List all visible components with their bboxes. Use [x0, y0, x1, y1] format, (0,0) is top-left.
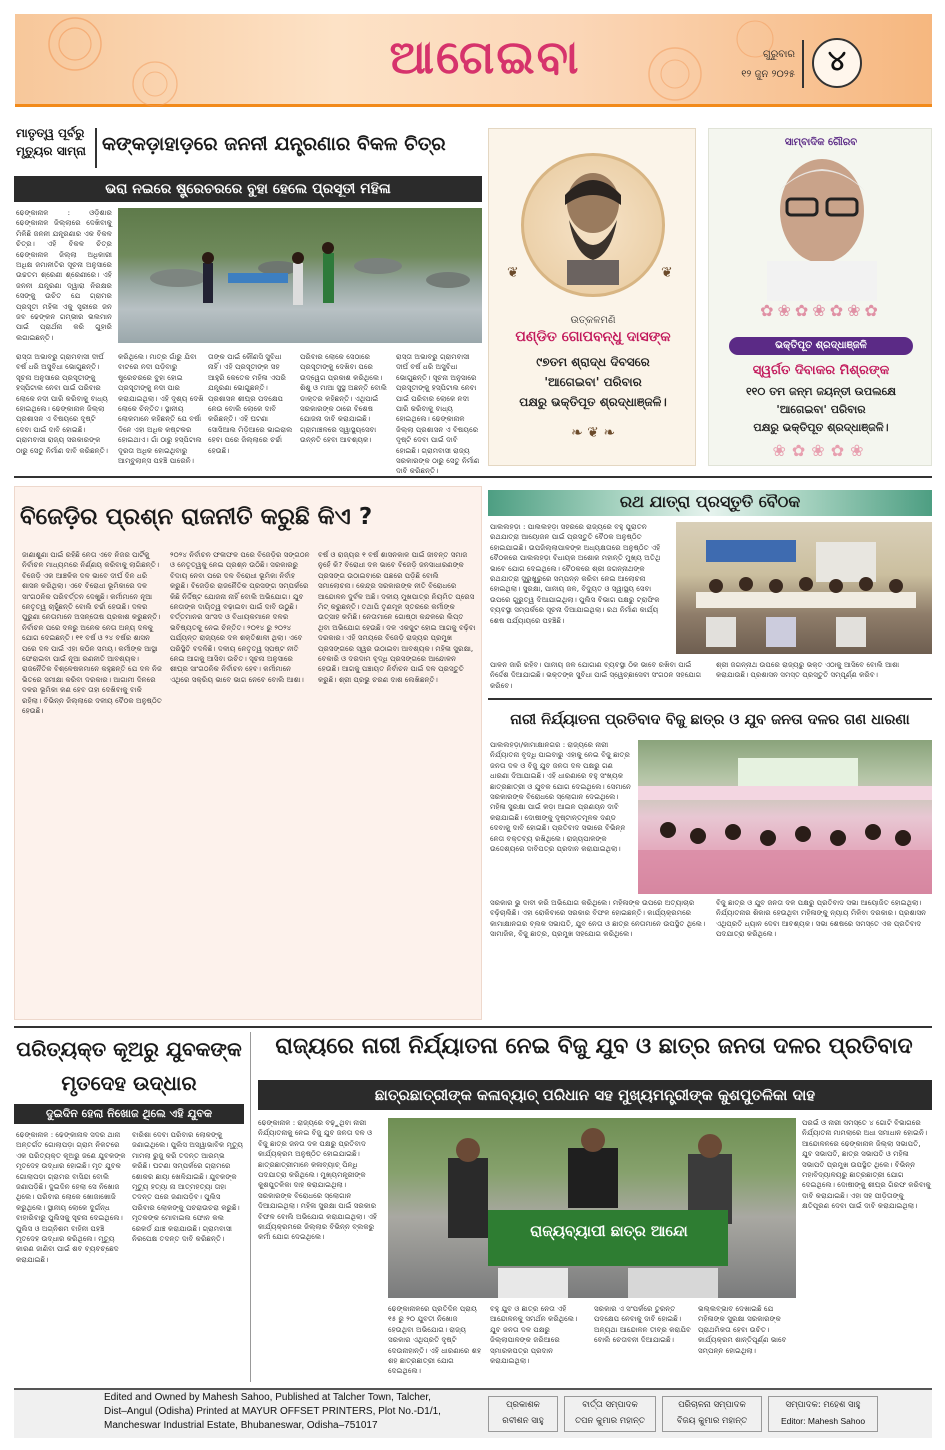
footer-news-editor-role: ବାର୍ତ୍ତା ସମ୍ପାଦକ [582, 1400, 638, 1410]
footer-editor-english: Editor: Mahesh Sahoo [780, 1416, 866, 1426]
story1-body-col5: ରାସ୍ତା ଅଭାବରୁ ଗ୍ରାମବାସୀ ଦୀର୍ଘ ବର୍ଷ ଧରି ଅସୁବିଧା ଭୋଗୁଛନ୍ତି। ସୂଚନା ଅନୁସାରେ ପ୍ରସୂତୀଙ୍କୁ ହସ୍ପିଟାଲ ନେବା ପାଇଁ ପରିବାର ଲୋକେ ନଦୀ ପାରି କରିବାକୁ ବାଧ୍ୟ ହୋଇଥିଲେ। ଢେଙ୍କାନାଳ ଜିଲ୍ଲା ପ୍ରଶାସନ ଏ ବିଷୟରେ ଦୃଷ୍ଟି ଦେବା ପାଇଁ ଦାବି ହୋଇଛି। ଗ୍ରାମବାସୀ ରାଜ୍ୟ ସରକାରଙ୍କ ଠାରୁ ସେତୁ ନିର୍ମାଣ ଦାବି କରିଛନ୍ତି। [396, 352, 480, 476]
rajya-col-b2: ବହୁ ଯୁବ ଓ ଛାତ୍ର ନେତା ଏହି ଆନ୍ଦୋଳନକୁ ସମର୍ଥନ କରିଥିଲେ। ଯୁବ ଜନତା ଦଳ ପକ୍ଷରୁ ଜିଲ୍ଲାପାଳଙ୍କ ଜରିଆରେ ସ୍ମାରକପତ୍ର ପ୍ରଦାନ କରାଯାଇଥିଲା। [490, 1304, 578, 1366]
ad1-label: ଉତ୍କଳମଣି [570, 315, 616, 326]
story1-kicker: ମାତୃତ୍ୱ ପୂର୍ବରୁ ମୃତ୍ୟୁର ସାମ୍ନା [16, 126, 86, 158]
rath-headline: ରଥ ଯାତ୍ରା ପ୍ରସ୍ତୁତି ବୈଠକ [619, 492, 801, 511]
story1-body-col3: ତାଙ୍କ ପାଇଁ କୌଣସି ସୁବିଧା ନାହିଁ। ଏହି ପ୍ରସୂତୀଙ୍କ ସହ ଆହୁରି କେତେକ ମହିଳା ଏପରି ଯନ୍ତ୍ରଣା ଭୋଗୁଛନ୍ତି। ପ୍ରଶାସନ ଶୀଘ୍ର ପଦକ୍ଷେପ ନେଉ ବୋଲି ଲୋକେ ଦାବି କରିଛନ୍ତି। ଏହି ଘଟଣା ସୋସିଆଲ ମିଡ଼ିଆରେ ଭାଇରାଲ ହେବା ପରେ ଜିଲ୍ଲାରେ ଚର୍ଚ୍ଚା ହେଉଛି। [208, 352, 293, 455]
masthead [15, 14, 932, 107]
footer-managing-role: ପରିଚାଳନା ସମ୍ପାଦକ [678, 1400, 746, 1410]
ad2-line1: ୧୧୦ ତମ ଜନ୍ମ ଜୟନ୍ତୀ ଉପଲକ୍ଷେ [745, 385, 897, 398]
bjd-col3: ବର୍ଷ ଓ ରାଜ୍ୟର ୧ ବର୍ଷ ଶାସନକାଳ ପାଇଁ ଜୀବନ୍ତ ସମାଜ ନୁହେଁ କି? ବିରୋଧୀ ଦଳ ଭାବେ ବିଜେଡ଼ି ଜନସାଧାରଣଙ୍କ ପ୍ରସଙ୍ଗ ଉଠାଇବାରେ ପଛରେ ପଡ଼ିଛି ବୋଲି ସମାଲୋଚନା। କେନ୍ଦ୍ର ସରକାରଙ୍କ ନୀତି ବିରୋଧରେ ଆନ୍ଦୋଳନ ଦୁର୍ବଳ ଅଛି। ଦଳୀୟ ମୁଖପାତ୍ର ନିୟମିତ ପ୍ରେସ ମିଟ୍ କରୁଛନ୍ତି। ତଥାପି ତୃଣମୂଳ ସ୍ତରରେ କର୍ମୀଙ୍କ ଉତ୍ସାହ କମିଛି। ନେତାମାନେ ଗୋଷ୍ଠୀ କନ୍ଦଳରେ ଲିପ୍ତ ଥିବା ଅଭିଯୋଗ ହେଉଛି। ଦଳ ଏକଜୁଟ ହୋଇ ଆଗକୁ ବଢ଼ିବା ଦରକାର। ଏହି ସମୟରେ ବିଜେଡ଼ି ରାଜ୍ୟର ପ୍ରମୁଖ ପ୍ରସଙ୍ଗରେ ସ୍ୱର ଉଠାଇବା ଆବଶ୍ୟକ। ମହିଳା ସୁରକ୍ଷା, ବେକାରି ଓ ଦରଦାମ ବୃଦ୍ଧି ପ୍ରସଙ୍ଗରେ ଆନ୍ଦୋଳନ ହେଉଛି। ଆଗକୁ ପଞ୍ଚାୟତ ନିର୍ବାଚନ ପାଇଁ ଦଳ ପ୍ରସ୍ତୁତି କରୁଛି। ଶ୍ରୀ ପ୍ରଭୁ ଚରଣ ଦାଶ ଲେଖିଛନ୍ତି। [318, 550, 476, 684]
bjd-col2: ୨୦୨୪ ନିର୍ବାଚନ ଫଳାଫଳ ପରେ ବିଜେଡ଼ିର ସଙ୍ଗଠନ ଓ ନେତୃତ୍ୱକୁ ନେଇ ପ୍ରଶ୍ନ ଉଠିଛି। ସରକାରରୁ ବିଦାୟ ନେବା ପରେ ଦଳ ବିରୋଧୀ ଭୂମିକା ନିର୍ବାହ କରୁଛି। ବିଜେଡ଼ିର ରାଜନୈତିକ ପ୍ରସଙ୍ଗ ସମ୍ପର୍କରେ କିଛି ନିର୍ଦ୍ଦିଷ୍ଟ ଯୋଜନା ନାହିଁ ବୋଲି ଅଭିଯୋଗ। ଯୁବ ନେତାଙ୍କ ଦାୟିତ୍ୱ ବଢ଼ାଇବା ପାଇଁ ଦାବି ଉଠୁଛି। ବର୍ତ୍ତମାନର ସାଂସଦ ଓ ବିଧାୟକମାନେ ଦଳର ଭବିଷ୍ୟତକୁ ନେଇ ଚିନ୍ତିତ। ୨୦୧୪ ରୁ ୨୦୨୪ ପର୍ଯ୍ୟନ୍ତ ରାଜ୍ୟରେ ଦଳ ଶକ୍ତିଶାଳୀ ଥିଲା। ଏବେ ପରିସ୍ଥିତି ବଦଳିଛି। ଦଳୀୟ ନେତୃତ୍ୱ ସ୍ପଷ୍ଟ ନୀତି ନେଇ ଆଗକୁ ଆସିବା ଉଚିତ। ସୂଚନା ଅନୁସାରେ ଶୀଘ୍ର ସାଂଗଠନିକ ନିର୍ବାଚନ ହେବ। କର୍ମୀମାନେ ଏଥିରେ ସକ୍ରିୟ ଭାବେ ଭାଗ ନେବେ ବୋଲି ଆଶା। [170, 550, 310, 684]
ad2-bottom-flowers: ❀✿❀✿❀ [772, 441, 870, 460]
ad-gopabandhu [488, 128, 696, 466]
footer-imprint-2: Dist–Angul (Odisha) Printed at MAYUR OFFSET PRINTERS, Plot No.-D1/1, [104, 1406, 441, 1417]
footer-imprint-3: Mancheswar Industrial Estate, Bhubaneswar, Odisha–751017 [104, 1420, 378, 1431]
dharna-scene-graphic [638, 740, 932, 894]
rajya-headline: ରାଜ୍ୟରେ ନାରୀ ନିର୍ଯ୍ୟାତନା ନେଇ ବିଜୁ ଯୁବ ଓ ଛାତ୍ର ଜନତା ଦଳର ପ୍ରତିବାଦ [275, 1034, 913, 1059]
meeting-scene-graphic [676, 522, 932, 654]
kua-headline: ପରିତ୍ୟକ୍ତ କୂଅରୁ ଯୁବକଙ୍କ ମୃତଦେହ ଉଦ୍ଧାର [16, 1037, 242, 1095]
column-divider-bottom [250, 1032, 251, 1382]
rajya-body-side: ଢେଙ୍କାନାଳ : ରାଜ୍ୟରେ ବଢ଼ୁଥିବା ନାରୀ ନିର୍ଯ୍ୟାତନାକୁ ନେଇ ବିଜୁ ଯୁବ ଜନତା ଦଳ ଓ ବିଜୁ ଛାତ୍ର ଜନତା ଦଳ ପକ୍ଷରୁ ପ୍ରତିବାଦ କାର୍ଯ୍ୟକ୍ରମ ଅନୁଷ୍ଠିତ ହୋଇଯାଇଛି। ଛାତ୍ରଛାତ୍ରୀମାନେ କଳାବ୍ୟାଚ୍ ପିନ୍ଧି ପଦଯାତ୍ରା କରିଥିଲେ। ମୁଖ୍ୟମନ୍ତ୍ରୀଙ୍କ କୁଶପୁତଳିକା ଦାହ କରାଯାଇଥିଲା। ସରକାରଙ୍କ ବିରୋଧରେ ସ୍ଲୋଗାନ ଦିଆଯାଇଥିଲା। ମହିଳା ସୁରକ୍ଷା ପାଇଁ ସରକାର ବିଫଳ ବୋଲି ଅଭିଯୋଗ କରାଯାଇଥିଲା। ଏହି କାର୍ଯ୍ୟକ୍ରମରେ ଜିଲ୍ଲାର ବିଭିନ୍ନ ବ୍ଲକରୁ କର୍ମୀ ଯୋଗ ଦେଇଥିଲେ। [258, 1118, 378, 1242]
masthead-day: ଗୁରୁବାର [763, 49, 795, 60]
ad2-line2: 'ଆଗେଇବା' ପରିବାର [776, 403, 866, 416]
nari-col1: ସରକାର ଭୁ ଦାବୀ କରି ଅଭିଯୋଗ କରିଥିଲେ। ମହିଳାଙ୍କ ଉପରେ ଅତ୍ୟାଚାର ବଢ଼ିଚାଲିଛି। ଏହା ରୋକିବାରେ ସରକାର ବିଫଳ ହୋଇଛନ୍ତି। କାର୍ଯ୍ୟକ୍ରମରେ କାମାକ୍ଷାନଗର ବ୍ଲକ ସଭାପତି, ଯୁବ ନେତା ଓ ଛାତ୍ର ନେତାମାନେ ଉପସ୍ଥିତ ଥିଲେ। ସାମାଜିକ, ବିଜୁ ଛାତ୍ର, ପ୍ରମୁଖ ସହଯୋଗ କରିଥିଲେ। [490, 898, 706, 939]
story1-subhead: ଭରା ନଇରେ ଷ୍ଟ୍ରେଚରରେ ବୁହା ହେଲେ ପ୍ରସୂତୀ ମହିଳା [14, 176, 482, 202]
rath-body: ପାଲଲହଡ଼ା : ପାଲଲହଡ଼ା ସହରରେ ରାଜ୍ୟରେ ବହୁ ପୁରାତନ ରଥଯାତ୍ରା ଆୟୋଜନ ପାଇଁ ପ୍ରସ୍ତୁତି ବୈଠକ ଅନୁଷ୍ଠିତ ହୋଇଯାଇଛି। ଉପଜିଲ୍ଲାପାଳଙ୍କ ଅଧ୍ୟକ୍ଷତାରେ ଅନୁଷ୍ଠିତ ଏହି ବୈଠକରେ ପାଲଲହଡ଼ା ବିଧାୟକ ଅଶୋକ ମହାନ୍ତି ମୁଖ୍ୟ ଅତିଥି ଭାବେ ଯୋଗ ଦେଇଥିଲେ। ବୈଠକରେ ଶ୍ରୀ ଜଗନ୍ନାଥଙ୍କ ରଥଯାତ୍ରା ସୁରୁଖୁରୁରେ ସମ୍ପନ୍ନ କରିବା ନେଇ ଆଲୋଚନା ହୋଇଥିଲା। ସୁରକ୍ଷା, ପାନୀୟ ଜଳ, ବିଦ୍ୟୁତ ଓ ସ୍ୱାସ୍ଥ୍ୟ ସେବା ଉପରେ ଗୁରୁତ୍ୱ ଦିଆଯାଇଥିଲା। ପୁଲିସ ବିଭାଗ ପକ୍ଷରୁ ଟ୍ରାଫିକ ବ୍ୟବସ୍ଥା ସମ୍ପର୍କରେ ସୂଚନା ଦିଆଯାଇଥିଲା। ରଥ ନିର୍ମାଣ କାର୍ଯ୍ୟ ଶେଷ ପର୍ଯ୍ୟାୟରେ ପହଞ୍ଚିଛି। [490, 522, 661, 625]
masthead-divider [802, 40, 804, 88]
footer-editor-odia: ସମ୍ପାଦକ: ମହେଶ ସାହୁ [785, 1400, 861, 1410]
ad1-flourish: ❧ ❦ ❧ [570, 425, 616, 441]
ad2-name: ସ୍ୱର୍ଗତ ଦିବାକର ମିଶ୍ରଙ୍କ [752, 363, 890, 378]
rajya-col-b3: ସରକାର ଏ ସଂପର୍କରେ ତୁରନ୍ତ ପଦକ୍ଷେପ ନେବାକୁ ଦାବି ହୋଇଛି। ଅନ୍ୟଥା ଆନ୍ଦୋଳନ ତୀବ୍ର କରାଯିବ ବୋଲି ଚେତାବନୀ ଦିଆଯାଇଛି। [594, 1304, 691, 1345]
rajya-col-b1: ଢେଙ୍କାନାଳରେ ପ୍ରତିଦିନ ପ୍ରାୟ ୧୫ ରୁ ୨୦ ଯୁବତୀ ନିଖୋଜ ହେଉଥିବା ଅଭିଯୋଗ। ରାଜ୍ୟ ସରକାର ଏଥିପ୍ରତି ଦୃଷ୍ଟି ଦେଉନାହାନ୍ତି। ଏହି ଧାରଣାରେ ଶହ ଶହ ଛାତ୍ରଛାତ୍ରୀ ଯୋଗ ଦେଇଥିଲେ। [388, 1304, 482, 1376]
ad1-ornament-left: ❦ [507, 265, 519, 281]
bjd-headline: ବିଜେଡ଼ିର ପ୍ରଶ୍ନ ରାଜନୀତି କରୁଛି କିଏ ? [20, 504, 373, 530]
ad2-top: ସାମ୍ବାଦିକ ଗୌରବ [784, 137, 858, 148]
kua-col1: ଢେଙ୍କାନାଳ : ଢେଙ୍କାନାଳ ସଦର ଥାନା ଅନ୍ତର୍ଗତ ଗୋଲାପଡ଼ା ଗ୍ରାମ ନିକଟରେ ଏକ ପରିତ୍ୟକ୍ତ କୂଅରୁ ଜଣେ ଯୁବକଙ୍କ ମୃତଦେହ ଉଦ୍ଧାର ହୋଇଛି। ମୃତ ଯୁବକ ଗୋଲାପଡ଼ା ଗ୍ରାମର ବାସିନ୍ଦା ବୋଲି ଜଣାପଡ଼ିଛି। ଦୁଇଦିନ ହେଲା ସେ ନିଖୋଜ ଥିଲେ। ପରିବାର ଲୋକେ ଖୋଜାଖୋଜି କରୁଥିଲେ। ସ୍ଥାନୀୟ ଲୋକେ ଦୁର୍ଗନ୍ଧ ବାହାରିବାରୁ ପୁଲିସକୁ ସୂଚନା ଦେଇଥିଲେ। ପୁଲିସ ଓ ଅଗ୍ନିଶମ ବାହିନୀ ପହଞ୍ଚି ମୃତଦେହ ଉଦ୍ଧାର କରିଥିଲେ। ମୃତ୍ୟୁ କାରଣ ଜାଣିବା ପାଇଁ ଶବ ବ୍ୟବଚ୍ଛେଦ କରାଯାଇଛି। [16, 1130, 126, 1264]
story1-body-col1: ରାସ୍ତା ଅଭାବରୁ ଗ୍ରାମବାସୀ ଦୀର୍ଘ ବର୍ଷ ଧରି ଅସୁବିଧା ଭୋଗୁଛନ୍ତି। ସୂଚନା ଅନୁସାରେ ପ୍ରସୂତୀଙ୍କୁ ହସ୍ପିଟାଲ ନେବା ପାଇଁ ପରିବାର ଲୋକେ ନଦୀ ପାରି କରିବାକୁ ବାଧ୍ୟ ହୋଇଥିଲେ। ଢେଙ୍କାନାଳ ଜିଲ୍ଲା ପ୍ରଶାସନ ଏ ବିଷୟରେ ଦୃଷ୍ଟି ଦେବା ପାଇଁ ଦାବି ହୋଇଛି। ଗ୍ରାମବାସୀ ରାଜ୍ୟ ସରକାରଙ୍କ ଠାରୁ ସେତୁ ନିର୍ମାଣ ଦାବି କରିଛନ୍ତି। [16, 352, 108, 455]
rajya-subhead: ଛାତ୍ରଛାତ୍ରୀଙ୍କ କଳାବ୍ୟାଚ୍ ପରିଧାନ ସହ ମୁଖ୍ୟମନ୍ତ୍ରୀଙ୍କ କୁଶପୁତଳିକା ଦାହ [258, 1080, 932, 1110]
rath-body-3: ଶ୍ରୀ ଜଗନ୍ନାଥ ଉପରେ ରାଜ୍ୟରୁ ଭକ୍ତ ଏଠାକୁ ଆସିବେ ବୋଲି ଆଶା କରାଯାଉଛି। ପ୍ରଶାସନ ସମସ୍ତ ପ୍ରସ୍ତୁତି ସମ୍ପୂର୍ଣ୍ଣ କରିବ। [716, 660, 900, 680]
page-number: ୪ [828, 44, 846, 77]
ad-dibakar [708, 128, 932, 466]
river-scene-graphic [118, 208, 482, 343]
ad1-name: ପଣ୍ଡିତ ଗୋପବନ୍ଧୁ ଦାସଙ୍କ [515, 329, 671, 345]
mandala-left-decoration [35, 14, 215, 107]
dibakar-portrait [757, 151, 887, 301]
section-divider-2 [488, 698, 932, 700]
section-divider-1 [14, 476, 932, 478]
ad1-line3: ପକ୍ଷରୁ ଭକ୍ତିପୂତ ଶ୍ରଦ୍ଧାଞ୍ଜଳି। [519, 395, 667, 409]
story1-headline: କଙ୍କଡ଼ାହାଡ଼ରେ ଜନନୀ ଯନ୍ତ୍ରଣାର ବିକଳ ଚିତ୍ର [102, 133, 446, 155]
story1-kicker-divider [95, 128, 97, 168]
ad2-line3: ପକ୍ଷରୁ ଭକ୍ତିପୂତ ଶ୍ରଦ୍ଧାଞ୍ଜଳି। [753, 421, 889, 434]
ad1-line2: 'ଆଗେଇବା' ପରିବାର [544, 375, 642, 389]
ad1-line1: ୯୭ତମ ଶ୍ରାଦ୍ଧ ଦିବସରେ [536, 355, 650, 369]
rath-photo-meeting [676, 522, 932, 654]
story1-body-col2: କରିଥିଲେ। ମାତ୍ର ଗାଁରୁ ଯିବା ବାଟରେ ନଦୀ ପଡ଼ିବାରୁ ଷ୍ଟ୍ରେଚରରେ ବୁହା ହୋଇ ପ୍ରସୂତୀଙ୍କୁ ନଦୀ ପାର କରାଯାଇଥିଲା। ଏହି ଦୃଶ୍ୟ ଦେଖି ଲୋକେ ଚିନ୍ତିତ। ସ୍ଥାନୀୟ ଲୋକମାନେ କହିଛନ୍ତି ଯେ ବର୍ଷା ଦିନେ ଏହା ଅଧିକ କଷ୍ଟକର ହୋଇଥାଏ। ଗାଁ ଠାରୁ ହସ୍ପିଟାଲ ଦୂରତା ଅଧିକ ହୋଇଥିବାରୁ ଆମ୍ବୁଲାନ୍ସ ପହଞ୍ଚି ପାରେନି। [118, 352, 204, 466]
rajya-banner-text: ରାଜ୍ୟବ୍ୟାପୀ ଛାତ୍ର ଆନ୍ଦୋ [530, 1222, 688, 1240]
protest-scene-graphic [388, 1118, 796, 1298]
kua-subhead: ଦୁଇଦିନ ହେଲା ନିଖୋଜ ଥିଲେ ଏହି ଯୁବକ [14, 1104, 244, 1124]
ad2-flowers: ✿❀✿❀✿❀✿ [760, 301, 882, 320]
rajya-col-right: ପରଇଁ ଓ ନାରୀ ସମସ୍ତେ ୪ ଗୋଟି ବିଭାଗରେ ନିର୍ଯ୍ୟାତନା ମାମଲାରେ ଅଧା ସମାଧାନ ହୋଇନି। ଆନ୍ଦୋଳନରେ ଢେଙ୍କାନାଳ ଜିଲ୍ଲା ସଭାପତି, ଯୁବ ସଭାପତି, ଛାତ୍ର ସଭାପତି ଓ ମହିଳା ସଭାପତି ପ୍ରମୁଖ ଉପସ୍ଥିତ ଥିଲେ। ବିଭିନ୍ନ ମହାବିଦ୍ୟାଳୟରୁ ଛାତ୍ରଛାତ୍ରୀ ଯୋଗ ଦେଇଥିଲେ। ଦୋଷୀଙ୍କୁ ଶୀଘ୍ର ଗିରଫ କରିବାକୁ ଦାବି କରାଯାଇଛି। ଏହା ସହ ପୀଡ଼ିତାଙ୍କୁ କ୍ଷତିପୂରଣ ଦେବା ପାଇଁ ଦାବି କରାଯାଇଥିଲା। [802, 1118, 931, 1211]
rajya-col-b4: ଭଲ୍ଲବ୍ଭାବ ଦେଖାଇଛି ଯେ ମହିଳାଙ୍କ ସୁରକ୍ଷା ସରକାରଙ୍କ ପ୍ରାଥମିକତା ହେବା ଉଚିତ। କାର୍ଯ୍ୟକ୍ରମ ଶାନ୍ତିପୂର୍ଣ୍ଣ ଭାବେ ସମ୍ପନ୍ନ ହୋଇଥିଲା। [698, 1304, 787, 1355]
footer-publisher-name: ରବୀଶନ ସାହୁ [502, 1416, 544, 1426]
gopabandhu-portrait [551, 165, 635, 285]
bjd-col1: ଜାଣାଶୁଣା ପାଇଁ ରହିଛି ନେତା ଏବେ ନିଜର ପାର୍ଟିକୁ ନିର୍ବାଚନ ମାଧ୍ୟମରେ ନିର୍ଣ୍ଣୟ କରିବାକୁ ଲାଗିଛନ୍ତି। ବିଜେଡ଼ି ଏକ ଆଞ୍ଚଳିକ ଦଳ ଭାବେ ଦୀର୍ଘ ଦିନ ଧରି ଶାସନ କରିଥିଲା। ଏବେ ବିରୋଧୀ ଭୂମିକାରେ ଦଳ ସାଂଗଠନିକ ପରିବର୍ତ୍ତନ ଦେଖୁଛି। କର୍ମୀମାନେ ନୂଆ ନେତୃତ୍ୱ ଚାହୁଁଛନ୍ତି ବୋଲି ଚର୍ଚ୍ଚା ହେଉଛି। ଦଳର ପୁରୁଣା ନେତାମାନେ ଅସନ୍ତୋଷ ପ୍ରକାଶ କରୁଛନ୍ତି। ନିର୍ବାଚନ ପରେ ଦଳରୁ ଅନେକ ନେତା ଅନ୍ୟ ଦଳକୁ ଯୋଗ ଦେଇଛନ୍ତି। ୧୧ ବର୍ଷ ଓ ୨୪ ବର୍ଷର ଶାସନ ପରେ ଦଳ ପାଇଁ ଏହା କଠିନ ସମୟ। କର୍ମୀଙ୍କ ଆସ୍ଥା ଫେରାଇବା ପାଇଁ ନୂଆ ରଣନୀତି ଆବଶ୍ୟକ। ରାଜନୈତିକ ବିଶ୍ଳେଷକମାନେ କହୁଛନ୍ତି ଯେ ଦଳ ନିଜ ଭିତରେ ସମୀକ୍ଷା କରିବା ଦରକାର। ଆଗାମୀ ଦିନରେ ଦଳର ଭୂମିକା କଣ ହେବ ତାହା ଦେଖିବାକୁ ବାକି ରହିଲା। ବିଭିନ୍ନ ଜିଲ୍ଲାରେ ଦଳୀୟ ବୈଠକ ଅନୁଷ୍ଠିତ ହେଉଛି। [22, 550, 162, 716]
masthead-date: ୧୨ ଜୁନ ୨୦୨୫ [741, 69, 795, 80]
footer-imprint-1: Edited and Owned by Mahesh Sahoo, Published at Talcher Town, Talcher, [104, 1392, 431, 1403]
nari-photo-dharna [638, 740, 932, 894]
kua-col2: ବାରିଶା ଦେବା ପରିବାର ଲୋକଙ୍କୁ ଜଣାଇଥିଲେ। ପୁଲିସ ଅସ୍ୱାଭାବିକ ମୃତ୍ୟୁ ମାମଲା ରୁଜୁ କରି ତଦନ୍ତ ଆରମ୍ଭ କରିଛି। ଘଟଣା ସମ୍ପର୍କରେ ଗ୍ରାମରେ ଶୋକର ଛାୟା ଖେଳିଯାଇଛି। ଯୁବକଙ୍କ ମୃତ୍ୟୁ ହତ୍ୟା ନା ଆତ୍ମହତ୍ୟା ତାହା ତଦନ୍ତ ପରେ ଜଣାପଡ଼ିବ। ପୁଲିସ ପରିବାର ଲୋକଙ୍କୁ ପଚରାଉଚରା କରୁଛି। ମୃତକଙ୍କ ମୋବାଇଲ ଫୋନ କଲ ରେକର୍ଡ ଯାଞ୍ଚ କରାଯାଉଛି। ଗ୍ରାମବାସୀ ନିରପେକ୍ଷ ତଦନ୍ତ ଦାବି କରିଛନ୍ତି। [132, 1130, 244, 1244]
rath-body-2: ପାଳନ ଜାରି ରହିବ। ପାନୀୟ ଜଳ ଯୋଗାଣ ବ୍ୟବସ୍ଥା ଠିକ ଭାବେ ରଖିବା ପାଇଁ ନିର୍ଦ୍ଦେଶ ଦିଆଯାଇଛି। ଭକ୍ତଙ୍କ ସୁବିଧା ପାଇଁ ସ୍ୱେଚ୍ଛାସେବୀ ସଂଗଠନ ସହଯୋଗ କରିବେ। [490, 660, 702, 690]
footer-news-editor-name: ତପନ କୁମାର ମହାନ୍ତ [575, 1416, 645, 1426]
ad2-banner-text: ଭକ୍ତିପୂତ ଶ୍ରଦ୍ଧାଞ୍ଜଳି [775, 340, 867, 351]
masthead-title: ଆଗେଇବା [389, 30, 581, 84]
nari-col2: ବିଜୁ ଛାତ୍ର ଓ ଯୁବ ଜନତା ଦଳ ପକ୍ଷରୁ ପ୍ରତିବାଦ ସଭା ଆୟୋଜିତ ହୋଇଥିଲା। ନିର୍ଯ୍ୟାତନାର ଶିକାର ହେଉଥିବା ମହିଳାଙ୍କୁ ନ୍ୟାୟ ମିଳିବା ଦରକାର। ପ୍ରଶାସନ ଏଥିପ୍ରତି ଧ୍ୟାନ ଦେବା ଆବଶ୍ୟକ। ସଭା ଶେଷରେ ସମସ୍ତେ ଏକ ପ୍ରତିବାଦ ପଦଯାତ୍ରା କରିଥିଲେ। [716, 898, 927, 939]
rajya-photo-protest [388, 1118, 796, 1298]
footer-managing-name: ବିଜୟ କୁମାର ମହାନ୍ତ [676, 1416, 748, 1426]
mandala-right-decoration [615, 14, 795, 107]
story1-body-side: ଢେଙ୍କାନାଳ : ଓଡ଼ିଶାର ଢେଙ୍କାନାଳ ଜିଲ୍ଲାରେ ଦେଖିବାକୁ ମିଳିଛି ଜନନୀ ଯନ୍ତ୍ରଣାର ଏକ ବିକଳ ଚିତ୍ର। ଏହି ବିକଳ ଚିତ୍ର ଢେଙ୍କାନାଳ ଜିଲ୍ଲା ଅଧିକାରୀ ଅଧିକ୍ଷ ଜମାନୀତିର ସୂଚନା ଅନୁସାରେ ଉଚ୍ଚତମ ଶ୍ରେଣୀ ଶ୍ରେଣୀରେ। ଏହି ଜନନୀ ଯନ୍ତ୍ରଣା ଦ୍ୱାରା ନିରକ୍ଷର ସେଙ୍କୁ ଉଚିତ ଯେ ଗ୍ରାମର ପ୍ରସୂତୀ ମହିଳା ଏକୁ ସ୍ତ୍ରୀରେ ଜନ ଜବ ଢେଙ୍କନ ଗମ୍ଭୀର ଭଲମାନ ପାଇଁ ପ୍ରାର୍ଥନା କରି ଗୁହାରି ଲଗାଇଛନ୍ତି। [16, 208, 112, 342]
footer-publisher-role: ପ୍ରକାଶକ [506, 1400, 540, 1410]
ad1-ornament-right: ❦ [661, 265, 673, 281]
section-divider-3 [14, 1026, 932, 1028]
nari-body-side: ପାଲଲହଡ଼ା/କାମାକ୍ଷାନଗର : ରାଜ୍ୟରେ ନାରୀ ନିର୍ଯ୍ୟାତନା ବୃଦ୍ଧି ପାଇବାରୁ ଏହାକୁ ନେଇ ବିଜୁ ଛାତ୍ର ଜନତା ଦଳ ଓ ବିଜୁ ଯୁବ ଜନତା ଦଳ ପକ୍ଷରୁ ଗଣ ଧାରଣା ଦିଆଯାଇଛି। ଏହି ଧାରଣାରେ ବହୁ ସଂଖ୍ୟକ ଛାତ୍ରଛାତ୍ରୀ ଓ ଯୁବକ ଯୋଗ ଦେଇଥିଲେ। ସେମାନେ ସରକାରଙ୍କ ବିରୋଧରେ ସ୍ଲୋଗାନ ଦେଇଥିଲେ। ମହିଳା ସୁରକ୍ଷା ପାଇଁ କଡ଼ା ଆଇନ ପ୍ରଣୟନ ଦାବି କରାଯାଇଛି। ଦୋଷୀଙ୍କୁ ଦୃଷ୍ଟାନ୍ତମୂଳକ ଦଣ୍ଡ ଦେବାକୁ ଦାବି ହୋଇଛି। ପ୍ରତିବାଦ ସଭାରେ ବିଭିନ୍ନ ନେତା ବକ୍ତବ୍ୟ ରଖିଥିଲେ। ରାଜ୍ୟପାଳଙ୍କ ଉଦ୍ଦେଶ୍ୟରେ ଦାବିପତ୍ର ପ୍ରଦାନ କରାଯାଇଥିଲା। [490, 740, 631, 854]
story1-photo-river [118, 208, 482, 343]
nari-headline: ନାରୀ ନିର୍ଯ୍ୟାତନା ପ୍ରତିବାଦ ବିଜୁ ଛାତ୍ର ଓ ଯୁବ ଜନତା ଦଳର ଗଣ ଧାରଣା [510, 712, 910, 728]
story1-body-col4: ପରିବାର ଲୋକେ ସେଠାରେ ପ୍ରସୂତୀଙ୍କୁ ଦେଖିବା ପରେ ଉଦ୍ୱେଗ ପ୍ରକାଶ କରିଥିଲେ। ଶିଶୁ ଓ ମାଆ ସୁସ୍ଥ ଅଛନ୍ତି ବୋଲି ଡାକ୍ତର କହିଛନ୍ତି। ଏଥିପାଇଁ ସରକାରଙ୍କ ଠାରେ ବିଶେଷ ଯୋଜନା ଦାବି କରାଯାଇଛି। ଗ୍ରାମାଞ୍ଚଳରେ ସ୍ୱାସ୍ଥ୍ୟସେବା ଉନ୍ନତି ହେବା ଆବଶ୍ୟକ। [300, 352, 388, 445]
